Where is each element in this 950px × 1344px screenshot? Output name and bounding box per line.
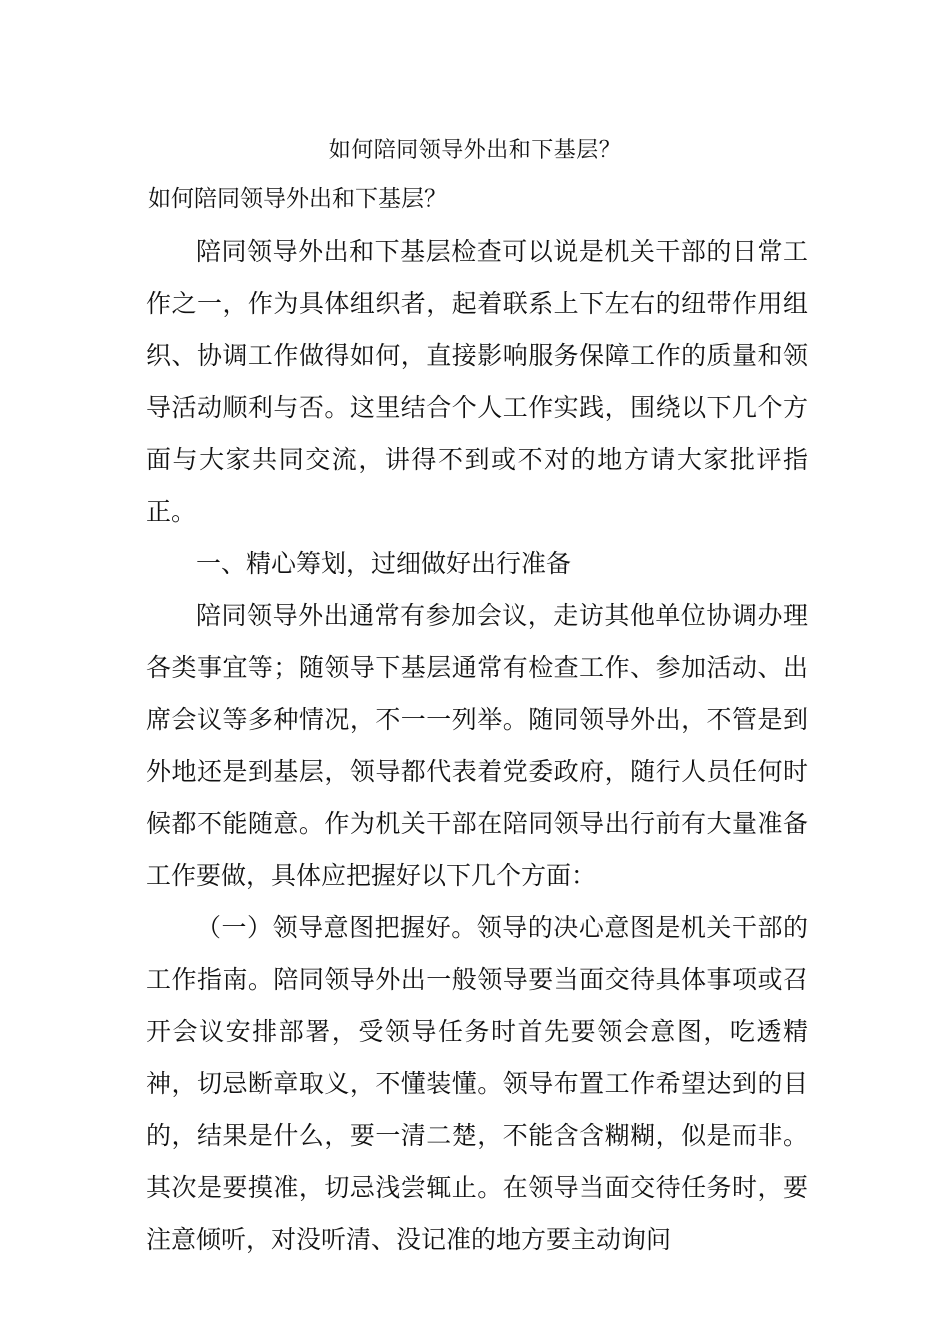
paragraph-section-1: 陪同领导外出通常有参加会议，走访其他单位协调办理各类事宜等；随领导下基层通常有检查工作、参加活动、出席会议等多种情况，不一一列举。随同领导外出，不管是到外地还是到基层，领导都代表着党委政府，随行人员任何时候都不能随意。作为机关干部在陪同领导出行前有大量准备工作要做，具体应把握好以下几个方面： xyxy=(146,601,808,890)
section-heading-1: 一、精心筹划，过细做好出行准备 xyxy=(196,549,572,578)
document-title: 如何陪同领导外出和下基层？ xyxy=(328,138,622,163)
document-body xyxy=(146,226,808,1266)
paragraph-subsection-1: （一）领导意图把握好。领导的决心意图是机关干部的工作指南。陪同领导外出一般领导要当面交待具体事项或召开会议安排部署，受领导任务时首先要领会意图，吃透精神，切忌断章取义，不懂装懂。领导布置工作希望达到的目的，结果是什么，要一清二楚，不能含含糊糊，似是而非。其次是要摸准，切忌浅尝辄止。在领导当面交待任务时，要注意倾听，对没听清、没记准的地方要主动询问 xyxy=(146,913,808,1254)
document-subtitle: 如何陪同领导外出和下基层？ xyxy=(148,186,447,212)
paragraph-intro: 陪同领导外出和下基层检查可以说是机关干部的日常工作之一，作为具体组织者，起着联系上下左右的纽带作用组织、协调工作做得如何，直接影响服务保障工作的质量和领导活动顺利与否。这里结合个人工作实践，围绕以下几个方面与大家共同交流，讲得不到或不对的地方请大家批评指正。 xyxy=(146,237,808,526)
